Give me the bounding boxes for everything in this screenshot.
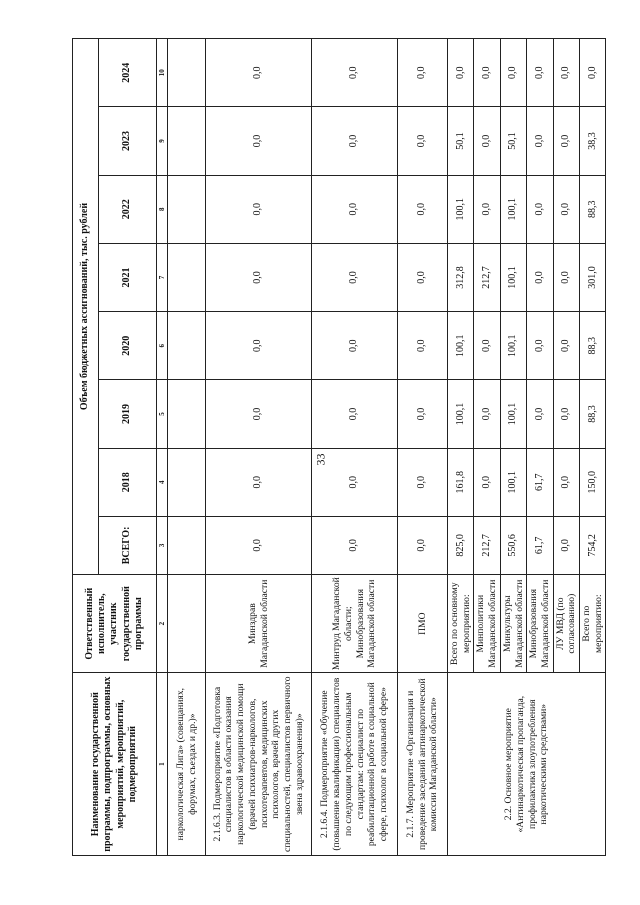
value-cell: 0,0 [474,39,500,107]
activity-name: 2.1.6.4. Подмероприятие «Обучение (повышение квалификации) специалистов по следующим профессиональным стандартам: специалист по реабилитационной работе в социальной сфере, психолог в социальной сфере» [312,673,398,856]
budget-table [72,38,606,856]
value-cell: 754,2 [580,516,606,574]
column-index: 4 [157,448,168,516]
value-cell: 161,8 [448,448,474,516]
value-cell: 0,0 [206,516,312,574]
column-index: 1 [157,673,168,856]
column-index: 2 [157,575,168,673]
value-cell: 0,0 [206,107,312,175]
value-cell: 0,0 [398,175,448,243]
value-cell: 825,0 [448,516,474,574]
value-cell: 0,0 [474,107,500,175]
value-cell: 0,0 [553,380,579,448]
activity-name: 2.2. Основное мероприятие «Антинаркотическая пропаганда, профилактика злоупотребления наркотическими средствами» [448,673,606,856]
value-cell: 0,0 [206,380,312,448]
value-cell: 312,8 [448,243,474,311]
value-cell: 0,0 [312,175,398,243]
column-index: 5 [157,380,168,448]
value-cell: 0,0 [474,380,500,448]
value-cell: 0,0 [312,39,398,107]
value-cell: 212,7 [474,516,500,574]
value-cell: 0,0 [312,448,398,516]
executor: Минздрав Магаданской области [206,575,312,673]
value-cell: 550,6 [500,516,526,574]
value-cell: 0,0 [398,448,448,516]
value-cell: 150,0 [580,448,606,516]
value-cell: 50,1 [448,107,474,175]
value-cell: 0,0 [527,380,553,448]
value-cell: 100,1 [448,312,474,380]
page-number: 33 [313,453,328,466]
value-cell: 0,0 [553,312,579,380]
value-cell: 88,3 [580,312,606,380]
value-cell: 0,0 [398,516,448,574]
value-cell: 100,1 [500,312,526,380]
header-budget: Объем бюджетных ассигнований, тыс. рублей [73,39,99,575]
value-cell [168,448,206,516]
value-cell [168,107,206,175]
value-cell: 100,1 [500,243,526,311]
column-index: 6 [157,312,168,380]
value-cell: 0,0 [500,39,526,107]
value-cell: 0,0 [553,175,579,243]
value-cell: 0,0 [398,312,448,380]
value-cell: 0,0 [206,39,312,107]
executor: Всего по основному мероприятию: [448,575,474,673]
activity-name: 2.1.6.3. Подмероприятие «Подготовка специалистов в области оказания наркологической медицинской помощи (врачей психиатров-наркологов, психотерапевтов, медицинских психологов, врачей других специальностей, специалистов первичного звена здравоохранения)» [206,673,312,856]
value-cell: 88,3 [580,380,606,448]
value-cell: 0,0 [553,39,579,107]
value-cell: 301,0 [580,243,606,311]
table-row [168,39,206,856]
executor: Минобразования Магаданской области [527,575,553,673]
value-cell: 100,1 [448,380,474,448]
executor: ЛУ МВД (по согласованию) [553,575,579,673]
value-cell [168,39,206,107]
value-cell: 0,0 [553,243,579,311]
value-cell: 61,7 [527,516,553,574]
value-cell: 0,0 [527,107,553,175]
column-index: 7 [157,243,168,311]
value-cell: 212,7 [474,243,500,311]
header-year: 2021 [99,243,157,311]
value-cell: 0,0 [398,243,448,311]
header-name: Наименование государственной программы, подпрограммы, основных мероприятий, мероприятий, подмероприятий [73,673,157,856]
table-row [448,39,474,856]
value-cell: 0,0 [580,39,606,107]
rotated-table-container [72,38,604,856]
table-row [206,39,312,856]
activity-name: наркологическая Лига» (совещаниях, форумах, съездах и др.)» [168,673,206,856]
executor [168,575,206,673]
header-year: 2019 [99,380,157,448]
value-cell: 0,0 [553,448,579,516]
value-cell: 0,0 [312,107,398,175]
value-cell: 0,0 [312,243,398,311]
executor: ПМО [398,575,448,673]
value-cell: 0,0 [474,175,500,243]
value-cell: 0,0 [527,243,553,311]
column-index: 10 [157,39,168,107]
value-cell: 0,0 [527,312,553,380]
value-cell: 0,0 [398,380,448,448]
executor: Минтруд Магаданской области; Минобразования Магаданской области [312,575,398,673]
header-year: 2018 [99,448,157,516]
value-cell: 0,0 [398,107,448,175]
value-cell: 0,0 [206,448,312,516]
executor: Минполитики Магаданской области [474,575,500,673]
column-index: 3 [157,516,168,574]
value-cell: 0,0 [206,243,312,311]
executor: Минкультуры Магаданской области [500,575,526,673]
value-cell: 0,0 [206,312,312,380]
value-cell: 0,0 [527,175,553,243]
value-cell: 0,0 [398,39,448,107]
header-year: 2022 [99,175,157,243]
value-cell: 50,1 [500,107,526,175]
value-cell: 100,1 [500,448,526,516]
value-cell [168,380,206,448]
value-cell: 0,0 [474,312,500,380]
value-cell: 0,0 [448,39,474,107]
value-cell [168,312,206,380]
table-row [312,39,398,856]
value-cell: 100,1 [500,175,526,243]
executor: Всего по мероприятию: [580,575,606,673]
value-cell: 61,7 [527,448,553,516]
value-cell: 38,3 [580,107,606,175]
value-cell: 0,0 [527,39,553,107]
value-cell: 0,0 [474,448,500,516]
header-executor: Ответственный исполнитель, участник государственной программы [73,575,157,673]
header-year: 2023 [99,107,157,175]
value-cell: 100,1 [500,380,526,448]
value-cell [168,175,206,243]
column-index: 8 [157,175,168,243]
value-cell: 0,0 [312,312,398,380]
value-cell: 0,0 [312,380,398,448]
value-cell: 0,0 [206,175,312,243]
activity-name: 2.1.7. Мероприятие «Организация и проведение заседаний антинаркотической комиссии Магаданской области» [398,673,448,856]
column-index: 9 [157,107,168,175]
header-year: 2024 [99,39,157,107]
value-cell: 0,0 [312,516,398,574]
value-cell: 88,3 [580,175,606,243]
header-year: 2020 [99,312,157,380]
value-cell [168,243,206,311]
value-cell: 0,0 [553,516,579,574]
value-cell [168,516,206,574]
header-total: ВСЕГО: [99,516,157,574]
value-cell: 100,1 [448,175,474,243]
value-cell: 0,0 [553,107,579,175]
table-row [398,39,448,856]
